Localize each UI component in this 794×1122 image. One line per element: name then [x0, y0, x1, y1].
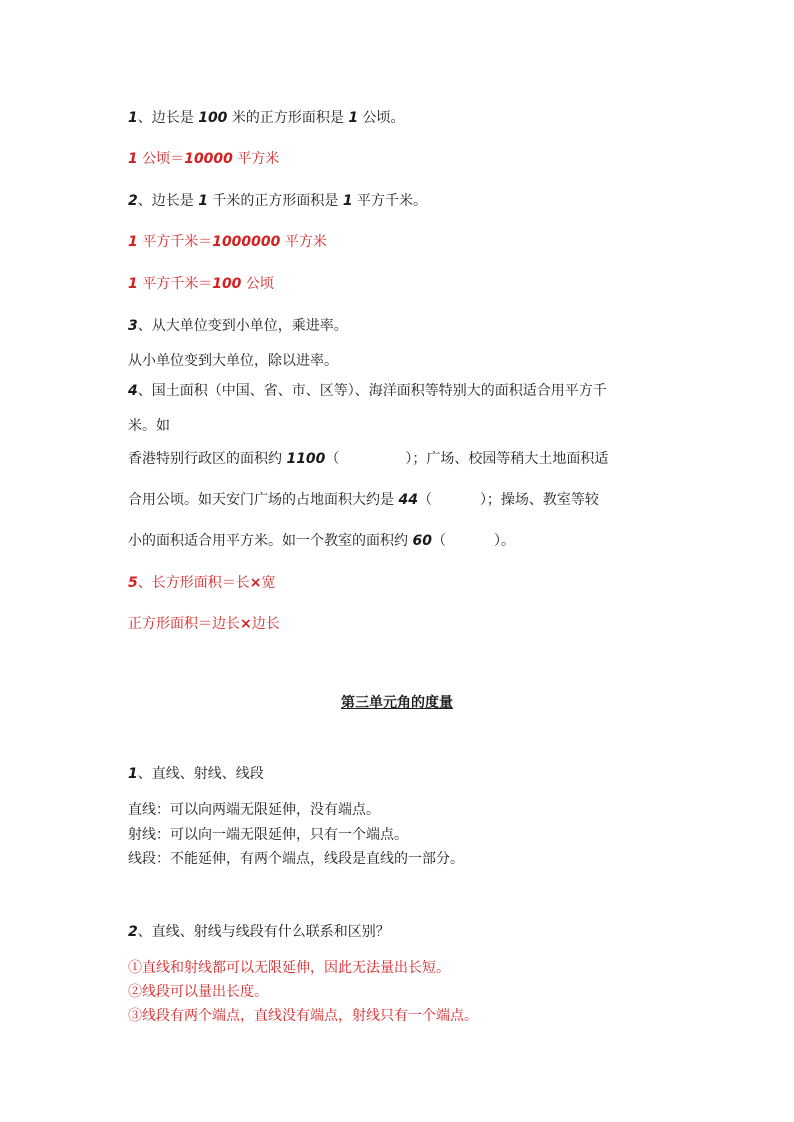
- answer-point-3: ③线段有两个端点，直线没有端点，射线只有一个端点。: [128, 1008, 478, 1024]
- item-4-line: 4、国土面积（中国、省、市、区等）、海洋面积等特别大的面积适合用平方千: [128, 383, 607, 399]
- item-2-line: 2、边长是 1 千米的正方形面积是 1 平方千米。: [128, 193, 428, 209]
- item-4-line-2: 米。如: [128, 418, 170, 434]
- item-4-line-5: 小的面积适合用平方米。如一个教室的面积约 60（ ）。: [128, 533, 515, 549]
- line-definition: 直线：可以向两端无限延伸，没有端点。: [128, 802, 380, 818]
- hectare-conversion: 1 公顷＝10000 平方米: [128, 151, 280, 167]
- item-3-line: 3、从大单位变到小单位，乘进率。: [128, 318, 348, 334]
- answer-point-2: ②线段可以量出长度。: [128, 984, 268, 1000]
- segment-definition: 线段：不能延伸，有两个端点，线段是直线的一部分。: [128, 851, 464, 867]
- rectangle-area-formula: 5、长方形面积＝长×宽: [128, 575, 276, 591]
- ray-definition: 射线：可以向一端无限延伸，只有一个端点。: [128, 827, 408, 843]
- square-area-formula: 正方形面积＝边长×边长: [128, 616, 280, 632]
- item-4-line-3: 香港特别行政区的面积约 1100（ ）；广场、校园等稍大土地面积适: [128, 451, 609, 467]
- section-item-1-heading: 1、直线、射线、线段: [128, 766, 264, 782]
- km2-to-m2-conversion: 1 平方千米＝1000000 平方米: [128, 234, 327, 250]
- section-title: 第三单元角的度量: [341, 695, 453, 711]
- item-1-line: 1、边长是 100 米的正方形面积是 1 公顷。: [128, 110, 405, 126]
- item-3-line-2: 从小单位变到大单位，除以进率。: [128, 353, 338, 369]
- section-item-2-heading: 2、直线、射线与线段有什么联系和区别？: [128, 924, 390, 940]
- km2-to-hectare-conversion: 1 平方千米＝100 公顷: [128, 276, 274, 292]
- item-4-line-4: 合用公顷。如天安门广场的占地面积大约是 44（ ）；操场、教室等较: [128, 492, 599, 508]
- answer-point-1: ①直线和射线都可以无限延伸，因此无法量出长短。: [128, 960, 450, 976]
